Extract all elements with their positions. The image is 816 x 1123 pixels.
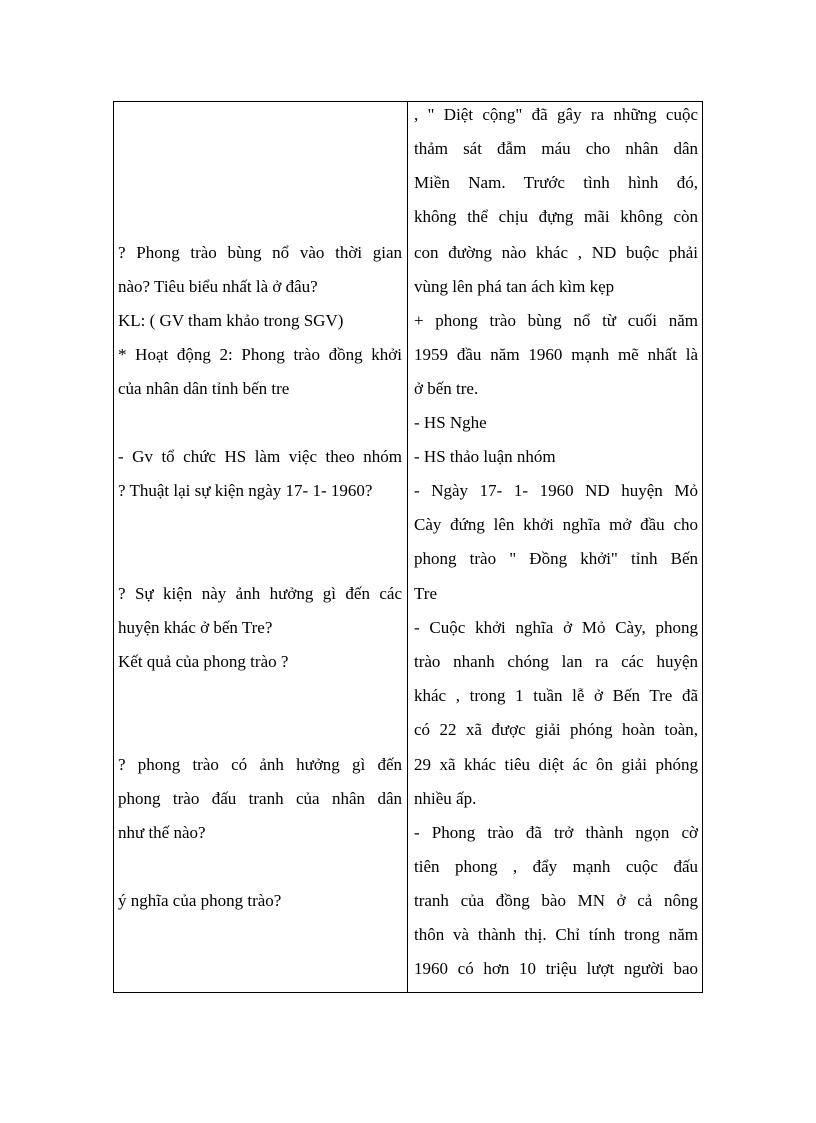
left-line: ? Phong trào bùng nổ vào thời gian	[118, 243, 402, 262]
left-line: ? phong trào có ảnh hưởng gì đến	[118, 755, 402, 774]
left-line: phong trào đấu tranh của nhân dân	[118, 789, 402, 808]
left-line: huyện khác ở bến Tre?	[118, 618, 273, 637]
column-divider	[407, 101, 408, 993]
left-line: ? Thuật lại sự kiện ngày 17- 1- 1960?	[118, 481, 373, 500]
left-line: nào? Tiêu biểu nhất là ở đâu?	[118, 277, 318, 296]
right-line: thảm sát đẫm máu cho nhân dân	[414, 139, 698, 158]
right-line: Tre	[414, 584, 437, 603]
right-line: tranh của đồng bào MN ở cả nông	[414, 891, 698, 910]
left-line: * Hoạt động 2: Phong trào đồng khởi	[118, 345, 402, 364]
right-line: , " Diệt cộng" đã gây ra những cuộc	[414, 105, 698, 124]
right-line: có 22 xã được giải phóng hoàn toàn,	[414, 720, 698, 739]
right-line: không thể chịu đựng mãi không còn	[414, 207, 698, 226]
right-line: Cày đứng lên khởi nghĩa mở đầu cho	[414, 515, 698, 534]
right-line: Miền Nam. Trước tình hình đó,	[414, 173, 698, 192]
right-line: vùng lên phá tan ách kìm kẹp	[414, 277, 615, 296]
right-line: khác , trong 1 tuần lễ ở Bến Tre đã	[414, 686, 698, 705]
left-line: ? Sự kiện này ảnh hưởng gì đến các	[118, 584, 402, 603]
right-line: - Phong trào đã trở thành ngọn cờ	[414, 823, 698, 842]
left-line: như thế nào?	[118, 823, 206, 842]
right-line: trào nhanh chóng lan ra các huyện	[414, 652, 698, 671]
right-line: con đường nào khác , ND buộc phải	[414, 243, 698, 262]
right-line: - HS Nghe	[414, 413, 487, 432]
left-line: Kết quả của phong trào ?	[118, 652, 289, 671]
right-line: nhiều ấp.	[414, 789, 477, 808]
right-line: tiên phong , đẩy mạnh cuộc đấu	[414, 857, 698, 876]
right-line: 29 xã khác tiêu diệt ác ôn giải phóng	[414, 755, 698, 774]
right-line: - Ngày 17- 1- 1960 ND huyện Mỏ	[414, 481, 698, 500]
right-line: ở bến tre.	[414, 379, 479, 398]
right-line: - HS thảo luận nhóm	[414, 447, 556, 466]
right-line: + phong trào bùng nổ từ cuối năm	[414, 311, 698, 330]
right-line: thôn và thành thị. Chỉ tính trong năm	[414, 925, 698, 944]
left-line: - Gv tổ chức HS làm việc theo nhóm	[118, 447, 402, 466]
left-line: của nhân dân tỉnh bến tre	[118, 379, 290, 398]
left-line: KL: ( GV tham khảo trong SGV)	[118, 311, 344, 330]
right-line: 1960 có hơn 10 triệu lượt người bao	[414, 959, 698, 978]
right-line: 1959 đầu năm 1960 mạnh mẽ nhất là	[414, 345, 698, 364]
right-line: phong trào " Đồng khởi" tỉnh Bến	[414, 549, 698, 568]
left-line: ý nghĩa của phong trào?	[118, 891, 282, 910]
right-line: - Cuộc khởi nghĩa ở Mỏ Cày, phong	[414, 618, 698, 637]
